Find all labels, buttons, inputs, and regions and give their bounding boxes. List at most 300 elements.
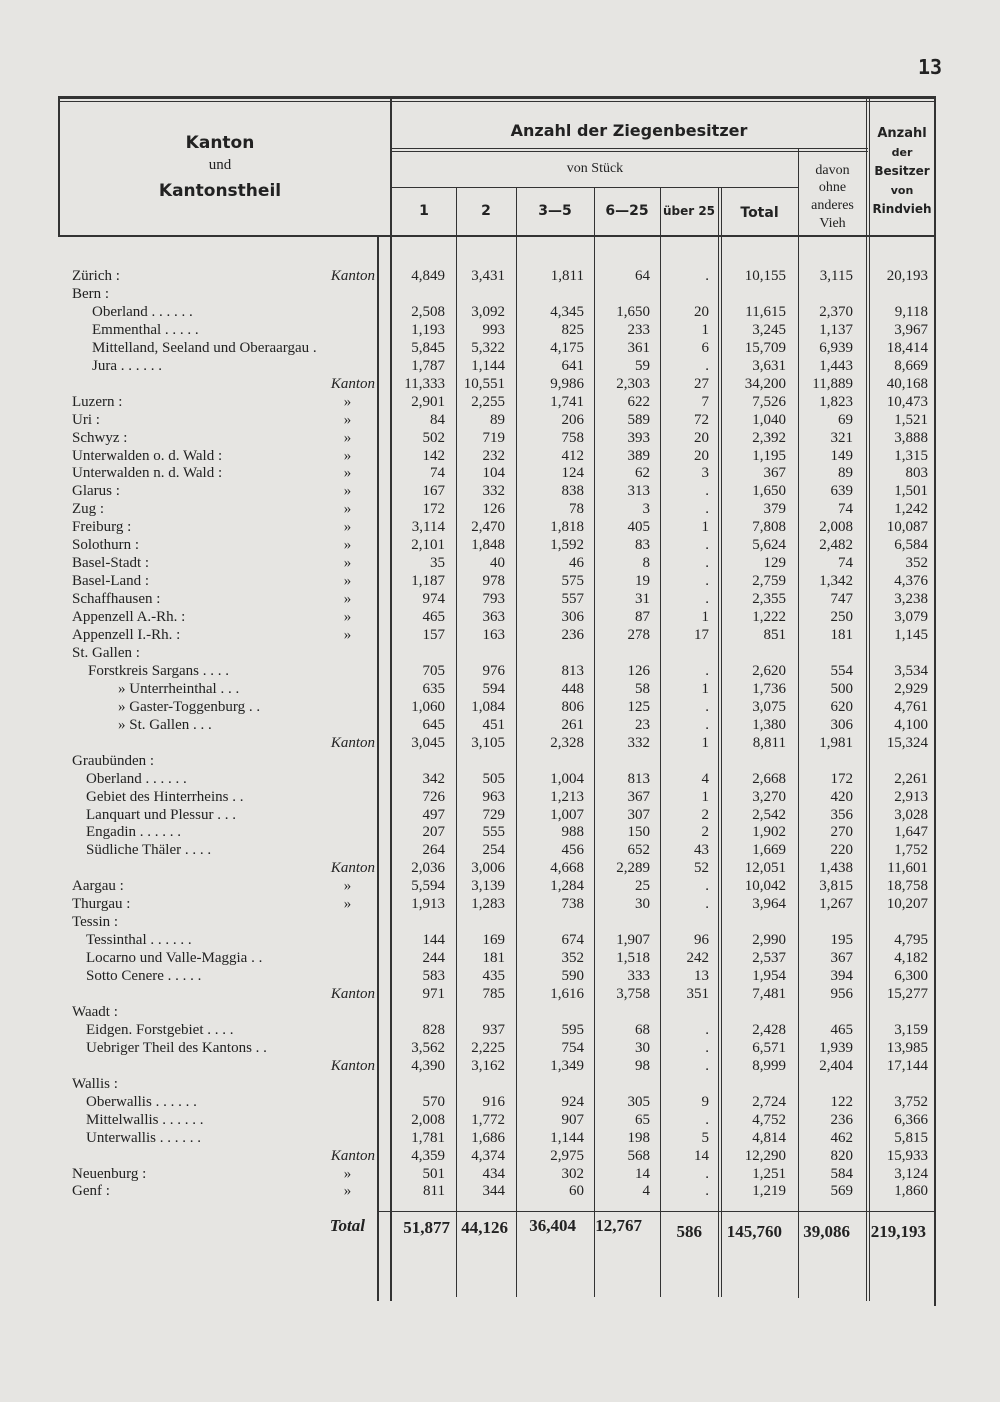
table-top-rule — [58, 96, 936, 99]
cell-total: 2,355 — [752, 591, 786, 608]
cell-c3: 306 — [561, 609, 584, 626]
cell-rind: 2,913 — [894, 788, 928, 805]
cell-c4: 3 — [642, 501, 650, 518]
cell-c3: 1,144 — [550, 1129, 584, 1146]
cell-total: 12,051 — [744, 860, 786, 877]
row-suffix: » — [343, 896, 352, 913]
cell-ohne: 122 — [830, 1093, 853, 1110]
cell-total: 379 — [763, 501, 786, 518]
row-label: Graubünden : — [72, 752, 155, 769]
cell-c3: 738 — [561, 896, 584, 913]
cell-c5: 1 — [701, 519, 709, 536]
cell-ohne: 1,438 — [819, 860, 853, 877]
cell-c4: 23 — [635, 716, 650, 733]
cell-total: 2,392 — [752, 429, 786, 446]
cell-ohne: 2,404 — [819, 1057, 853, 1074]
total-label: Total — [329, 1216, 365, 1235]
cell-total: 7,481 — [752, 986, 786, 1002]
row-label: Solothurn : — [72, 537, 140, 554]
cell-c2: 232 — [482, 447, 505, 464]
cell-rind: 1,647 — [894, 824, 928, 841]
header-col-total: Total — [740, 205, 779, 221]
row-label: Neuenburg : — [72, 1165, 147, 1182]
row-label: Waadt : — [72, 1003, 118, 1020]
row-label: Oberland . . . . . . — [92, 303, 193, 320]
row-label: Luzern : — [72, 393, 123, 410]
cell-c1: 971 — [422, 986, 445, 1002]
cell-ohne: 639 — [830, 483, 853, 500]
cell-total: 8,811 — [752, 734, 786, 751]
cell-ohne: 569 — [830, 1183, 853, 1200]
cell-c1: 645 — [422, 716, 445, 733]
cell-ohne: 11,889 — [812, 375, 853, 392]
total-c3: 36,404 — [529, 1216, 576, 1235]
header-bottom-rule — [58, 235, 936, 237]
row-suffix: » — [343, 591, 352, 608]
cell-c1: 144 — [422, 932, 445, 949]
cell-c2: 3,006 — [471, 860, 505, 877]
cell-c2: 1,084 — [471, 698, 505, 715]
cell-c2: 254 — [482, 842, 505, 859]
cell-c1: 974 — [422, 591, 445, 608]
cell-c3: 907 — [561, 1111, 584, 1128]
header-ohne-2: ohne — [818, 180, 847, 195]
cell-rind: 3,888 — [894, 429, 928, 446]
header-und: und — [208, 157, 232, 173]
row-label: Basel-Stadt : — [72, 555, 150, 572]
cell-rind: 15,324 — [886, 734, 928, 751]
row-label: Mittelwallis . . . . . . — [86, 1111, 204, 1128]
cell-c5: . — [705, 483, 709, 500]
cell-ohne: 620 — [830, 698, 853, 715]
cell-ohne: 195 — [830, 932, 853, 949]
header-ohne-3: anderes — [811, 198, 854, 213]
cell-c3: 1,007 — [550, 806, 584, 823]
row-label: Zürich : — [72, 268, 120, 284]
cell-c2: 937 — [482, 1021, 505, 1038]
cell-ohne: 2,482 — [819, 537, 853, 554]
cell-c4: 68 — [635, 1021, 650, 1038]
cell-c1: 583 — [422, 968, 445, 985]
cell-ohne: 270 — [830, 824, 853, 841]
cell-c3: 674 — [561, 932, 584, 949]
cell-ohne: 747 — [830, 591, 853, 608]
page-number: 13 — [918, 55, 943, 79]
row-label: Unterwalden n. d. Wald : — [72, 465, 223, 482]
cell-total: 2,759 — [752, 573, 786, 590]
cell-ohne: 820 — [830, 1147, 853, 1164]
header-col-3-5: 3—5 — [538, 203, 572, 219]
cell-rind: 4,376 — [894, 573, 928, 590]
cell-ohne: 465 — [830, 1021, 853, 1038]
cell-c2: 719 — [482, 429, 505, 446]
cell-total: 10,042 — [744, 878, 786, 895]
cell-c3: 206 — [561, 411, 584, 428]
cell-c1: 74 — [430, 465, 445, 482]
cell-c2: 1,283 — [471, 896, 505, 913]
cell-c3: 1,004 — [550, 770, 584, 787]
cell-total: 2,620 — [752, 662, 786, 679]
stueck-rule — [392, 187, 798, 188]
cell-ohne: 3,115 — [819, 268, 853, 284]
cell-c4: 2,303 — [616, 375, 650, 392]
cell-c4: 64 — [635, 268, 650, 284]
cell-total: 7,526 — [752, 393, 786, 410]
cell-rind: 15,277 — [886, 986, 928, 1002]
header-rind-5: Rindvieh — [872, 202, 932, 216]
row-label: Sotto Cenere . . . . . — [86, 968, 202, 985]
header-col-1: 1 — [419, 203, 429, 219]
cell-c2: 2,470 — [471, 519, 505, 536]
cell-total: 1,222 — [752, 609, 786, 626]
total-rule — [378, 1211, 935, 1212]
cell-c5: . — [705, 896, 709, 913]
cell-total: 3,631 — [752, 357, 786, 374]
cell-c3: 595 — [561, 1021, 584, 1038]
cell-rind: 5,815 — [894, 1129, 928, 1146]
cell-rind: 20,193 — [886, 268, 928, 284]
cell-c5: 20 — [694, 447, 709, 464]
cell-rind: 1,860 — [894, 1183, 928, 1200]
cell-ohne: 1,939 — [819, 1039, 853, 1056]
cell-rind: 6,584 — [894, 537, 928, 554]
cell-c3: 236 — [561, 627, 584, 643]
cell-rind: 3,752 — [894, 1093, 928, 1110]
cell-total: 2,428 — [752, 1021, 786, 1038]
cell-total: 2,668 — [752, 770, 786, 787]
cell-c4: 65 — [635, 1111, 650, 1128]
cell-rind: 3,159 — [894, 1021, 928, 1038]
cell-c2: 1,144 — [471, 357, 505, 374]
cell-c2: 3,092 — [471, 303, 505, 320]
cell-c4: 83 — [635, 537, 650, 554]
cell-ohne: 394 — [830, 968, 853, 985]
cell-total: 1,380 — [752, 716, 786, 733]
cell-c1: 570 — [422, 1093, 445, 1110]
row-suffix: Kanton — [330, 375, 375, 392]
cell-rind: 6,366 — [894, 1111, 928, 1128]
cell-total: 5,624 — [752, 537, 786, 554]
row-suffix: » — [343, 393, 352, 410]
cell-c3: 1,616 — [550, 986, 584, 1002]
cell-ohne: 74 — [838, 501, 853, 518]
cell-c5: . — [705, 1111, 709, 1128]
cell-c4: 2,289 — [616, 860, 650, 877]
cell-c5: . — [705, 1021, 709, 1038]
cell-rind: 1,315 — [894, 447, 928, 464]
row-label: Schaffhausen : — [72, 591, 161, 608]
cell-c3: 46 — [569, 555, 584, 572]
cell-c1: 5,594 — [411, 878, 445, 895]
cell-c5: . — [705, 268, 709, 284]
cell-c5: 1 — [701, 321, 709, 338]
cell-c2: 976 — [482, 662, 505, 679]
row-suffix: » — [343, 483, 352, 500]
cell-ohne: 250 — [830, 609, 853, 626]
row-label: Schwyz : — [72, 429, 128, 446]
cell-total: 1,954 — [752, 968, 786, 985]
row-label: Appenzell A.-Rh. : — [72, 609, 186, 626]
total-total: 145,760 — [726, 1222, 782, 1241]
row-label: Emmenthal . . . . . — [92, 321, 199, 338]
cell-rind: 4,182 — [894, 950, 928, 967]
row-label: Eidgen. Forstgebiet . . . . — [86, 1021, 234, 1038]
cell-c1: 84 — [430, 411, 445, 428]
row-label: Mittelland, Seeland und Oberaargau . — [92, 339, 317, 356]
cell-c1: 167 — [422, 483, 445, 500]
cell-c5: 1 — [701, 680, 709, 697]
cell-total: 3,245 — [752, 321, 786, 338]
cell-rind: 4,100 — [894, 716, 928, 733]
cell-c3: 124 — [561, 465, 584, 482]
cell-c2: 793 — [482, 591, 505, 608]
cell-c5: 27 — [694, 375, 709, 392]
header-rind-4: von — [890, 184, 914, 197]
cell-c4: 313 — [627, 483, 650, 500]
cell-c5: . — [705, 1039, 709, 1056]
cell-c3: 813 — [561, 662, 584, 679]
cell-c5: . — [705, 1165, 709, 1182]
cell-c5: 6 — [701, 339, 709, 356]
cell-c2: 104 — [482, 465, 505, 482]
cell-c2: 2,255 — [471, 393, 505, 410]
cell-ohne: 321 — [830, 429, 853, 446]
cell-c3: 1,818 — [550, 519, 584, 536]
row-label: Forstkreis Sargans . . . . — [88, 662, 229, 679]
cell-c4: 589 — [627, 411, 650, 428]
row-label: » St. Gallen . . . — [118, 716, 212, 733]
cell-c4: 1,650 — [616, 303, 650, 320]
cell-ohne: 1,981 — [819, 734, 853, 751]
cell-c3: 302 — [561, 1165, 584, 1182]
row-suffix: Kanton — [330, 268, 375, 284]
header-ohne-4: Vieh — [819, 216, 846, 231]
row-label: » Unterrheinthal . . . — [118, 680, 240, 697]
cell-c2: 505 — [482, 770, 505, 787]
cell-total: 1,040 — [752, 411, 786, 428]
row-suffix: Kanton — [330, 860, 375, 877]
cell-c5: 17 — [694, 627, 709, 643]
cell-ohne: 236 — [830, 1111, 853, 1128]
cell-c4: 233 — [627, 321, 650, 338]
cell-ohne: 89 — [838, 465, 853, 482]
row-label: Oberland . . . . . . — [86, 770, 187, 787]
cell-ohne: 584 — [830, 1165, 853, 1182]
cell-c2: 555 — [482, 824, 505, 841]
cell-c3: 825 — [561, 321, 584, 338]
total-c1: 51,877 — [403, 1218, 450, 1237]
header-ohne-1: davon — [815, 163, 850, 178]
cell-c4: 389 — [627, 447, 650, 464]
cell-ohne: 420 — [830, 788, 853, 805]
cell-ohne: 306 — [830, 716, 853, 733]
row-label: Engadin . . . . . . — [86, 824, 181, 841]
cell-rind: 4,761 — [894, 698, 928, 715]
cell-total: 851 — [763, 627, 786, 643]
header-col-6-25: 6—25 — [605, 203, 649, 219]
cell-ohne: 500 — [830, 680, 853, 697]
cell-c3: 754 — [561, 1039, 584, 1056]
cell-c2: 169 — [482, 932, 505, 949]
row-label: Bern : — [72, 285, 110, 302]
cell-ohne: 2,008 — [819, 519, 853, 536]
cell-total: 1,251 — [752, 1165, 786, 1182]
cell-ohne: 69 — [838, 411, 853, 428]
cell-rind: 1,521 — [894, 411, 928, 428]
cell-c3: 924 — [561, 1093, 584, 1110]
cell-c1: 635 — [422, 680, 445, 697]
header-col-ueber25: über 25 — [662, 204, 716, 218]
cell-c4: 568 — [627, 1147, 650, 1164]
cell-c1: 726 — [422, 788, 445, 805]
cell-ohne: 172 — [830, 770, 853, 787]
cell-ohne: 3,815 — [819, 878, 853, 895]
cell-rind: 18,414 — [886, 339, 928, 356]
row-label: Wallis : — [72, 1075, 118, 1092]
cell-rind: 2,261 — [894, 770, 928, 787]
cell-ohne: 74 — [838, 555, 853, 572]
cell-c4: 278 — [627, 627, 650, 643]
cell-c1: 1,787 — [411, 357, 445, 374]
cell-c2: 978 — [482, 573, 505, 590]
row-label: Locarno und Valle-Maggia . . — [86, 950, 263, 967]
cell-c4: 98 — [635, 1057, 650, 1074]
cell-c3: 456 — [561, 842, 584, 859]
cell-ohne: 356 — [830, 806, 853, 823]
cell-c5: . — [705, 878, 709, 895]
cell-c5: 52 — [694, 860, 709, 877]
row-label: Genf : — [72, 1183, 110, 1200]
cell-c5: . — [705, 357, 709, 374]
cell-c2: 1,772 — [471, 1111, 505, 1128]
cell-c5: . — [705, 501, 709, 518]
total-rind: 219,193 — [870, 1222, 926, 1241]
cell-ohne: 554 — [830, 662, 853, 679]
cell-c1: 4,849 — [411, 268, 445, 284]
cell-ohne: 1,342 — [819, 573, 853, 590]
cell-c4: 125 — [627, 698, 650, 715]
cell-c5: 14 — [694, 1147, 709, 1164]
cell-rind: 10,207 — [886, 896, 928, 913]
cell-c4: 198 — [627, 1129, 650, 1146]
cell-total: 15,709 — [744, 339, 786, 356]
cell-c1: 1,187 — [411, 573, 445, 590]
cell-ohne: 367 — [830, 950, 853, 967]
row-suffix: » — [343, 627, 352, 643]
cell-rind: 8,669 — [894, 357, 928, 374]
cell-c5: . — [705, 555, 709, 572]
row-label: Appenzell I.-Rh. : — [72, 627, 181, 643]
row-label: Jura . . . . . . — [92, 357, 162, 374]
cell-c1: 264 — [422, 842, 445, 859]
header-rind-1: Anzahl — [877, 126, 927, 141]
cell-rind: 352 — [905, 555, 928, 572]
cell-c1: 35 — [430, 555, 445, 572]
row-suffix: Kanton — [330, 734, 375, 751]
cell-c5: 72 — [694, 411, 709, 428]
cell-c1: 828 — [422, 1021, 445, 1038]
cell-c5: . — [705, 662, 709, 679]
cell-c5: 9 — [701, 1093, 709, 1110]
cell-rind: 1,242 — [894, 501, 928, 518]
cell-c3: 1,349 — [550, 1057, 584, 1074]
total-c4: 12,767 — [595, 1216, 642, 1235]
total-ohne: 39,086 — [803, 1222, 850, 1241]
cell-c1: 244 — [422, 950, 445, 967]
cell-c2: 4,374 — [471, 1147, 505, 1164]
cell-c5: 2 — [701, 806, 709, 823]
cell-c4: 307 — [627, 806, 650, 823]
cell-c4: 393 — [627, 429, 650, 446]
cell-total: 11,615 — [745, 303, 786, 320]
row-label: Zug : — [72, 501, 105, 518]
cell-c2: 1,686 — [471, 1129, 505, 1146]
cell-c3: 590 — [561, 968, 584, 985]
row-label: Unterwalden o. d. Wald : — [72, 447, 223, 464]
row-label: St. Gallen : — [72, 644, 140, 661]
row-label: Freiburg : — [72, 519, 132, 536]
cell-c2: 2,225 — [471, 1039, 505, 1056]
row-suffix: Kanton — [330, 986, 375, 1002]
cell-rind: 17,144 — [886, 1057, 928, 1074]
cell-c5: . — [705, 698, 709, 715]
cell-c3: 806 — [561, 698, 584, 715]
cell-c4: 3,758 — [616, 986, 650, 1002]
cell-c2: 40 — [490, 555, 505, 572]
header-von-stueck: von Stück — [566, 161, 624, 176]
cell-c5: . — [705, 537, 709, 554]
cell-rind: 3,079 — [894, 609, 928, 626]
cell-rind: 13,985 — [886, 1039, 928, 1056]
cell-total: 4,752 — [752, 1111, 786, 1128]
cell-c5: 5 — [701, 1129, 709, 1146]
cell-c4: 62 — [635, 465, 650, 482]
cell-c2: 3,139 — [471, 878, 505, 895]
group-sub-rule-2 — [392, 151, 868, 152]
row-suffix: » — [343, 1165, 352, 1182]
header-rind-2: der — [891, 146, 913, 159]
cell-c4: 58 — [635, 680, 650, 697]
cell-c2: 434 — [482, 1165, 505, 1182]
row-label: Tessin : — [72, 914, 119, 931]
cell-c2: 89 — [490, 411, 505, 428]
row-label: Aargau : — [72, 878, 124, 895]
cell-c1: 465 — [422, 609, 445, 626]
total-c5: 586 — [676, 1222, 702, 1241]
cell-c2: 344 — [482, 1183, 505, 1200]
cell-c4: 30 — [635, 1039, 650, 1056]
cell-ohne: 220 — [830, 842, 853, 859]
cell-c5: 2 — [701, 824, 709, 841]
cell-c5: 1 — [701, 788, 709, 805]
cell-c5: 43 — [694, 842, 709, 859]
cell-rind: 3,967 — [894, 321, 928, 338]
cell-total: 1,902 — [752, 824, 786, 841]
cell-c1: 3,114 — [411, 519, 445, 536]
cell-c3: 988 — [561, 824, 584, 841]
cell-c5: 20 — [694, 429, 709, 446]
row-suffix: » — [343, 878, 352, 895]
cell-c2: 10,551 — [463, 375, 505, 392]
cell-c2: 332 — [482, 483, 505, 500]
row-suffix: Kanton — [330, 1147, 375, 1164]
cell-c3: 412 — [561, 447, 584, 464]
cell-ohne: 6,939 — [819, 339, 853, 356]
cell-c3: 60 — [569, 1183, 584, 1200]
cell-c5: 7 — [701, 393, 709, 410]
row-suffix: » — [343, 537, 352, 554]
cell-rind: 1,145 — [894, 627, 928, 643]
